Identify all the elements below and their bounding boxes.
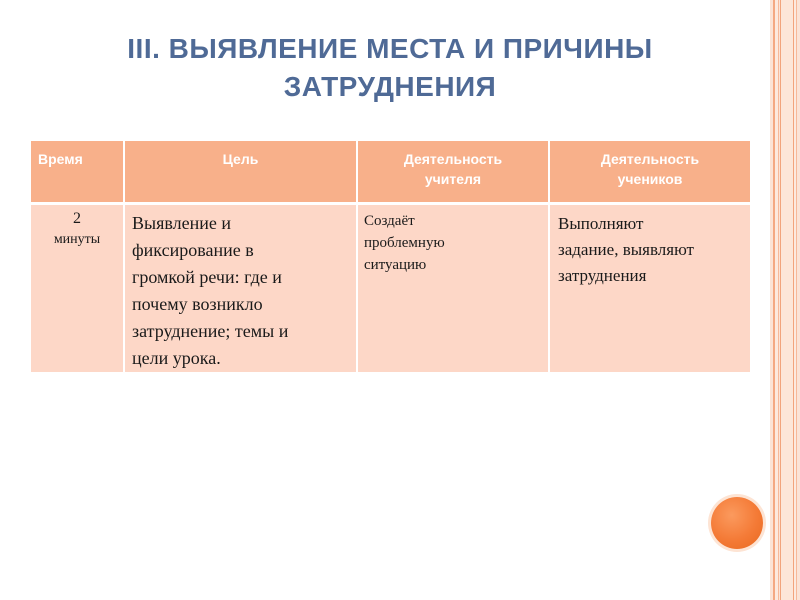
teacher-line: ситуацию <box>364 256 427 273</box>
cell-time <box>31 203 124 372</box>
goal-line: затруднение; темы и <box>132 320 289 341</box>
goal-line: цели урока. <box>132 347 221 368</box>
header-students-label-line-1: Деятельность <box>600 151 700 167</box>
cell-teacher-activity <box>357 203 549 372</box>
goal-line: почему возникло <box>132 293 263 314</box>
teacher-line: Создаёт <box>364 212 415 229</box>
header-students-label-line-2: учеников <box>617 171 683 187</box>
time-unit: минуты <box>53 231 101 247</box>
goal-line: громкой речи: где и <box>132 266 282 287</box>
goal-line: Выявление и <box>132 212 231 233</box>
header-teacher-activity <box>357 141 549 203</box>
slide-title <box>40 30 740 106</box>
students-line: затруднения <box>558 265 647 285</box>
table-header-row <box>31 141 750 203</box>
header-teacher-label-line-1: Деятельность <box>403 151 503 167</box>
students-line: Выполняют <box>558 213 644 233</box>
cell-students-activity <box>549 203 750 372</box>
decorative-side-stripe <box>770 0 800 600</box>
header-time-label: Время <box>38 151 83 167</box>
header-students-activity <box>549 141 750 203</box>
header-teacher-label-line-2: учителя <box>424 171 482 187</box>
decorative-orange-circle <box>711 497 763 549</box>
time-number: 2 <box>73 209 81 227</box>
header-goal <box>124 141 357 203</box>
cell-goal <box>124 203 357 372</box>
slide-title-line-1: III. ВЫЯВЛЕНИЕ МЕСТА И ПРИЧИНЫ <box>127 33 653 64</box>
lesson-stage-table <box>31 141 750 372</box>
teacher-line: проблемную <box>364 234 445 251</box>
slide-title-line-2: ЗАТРУДНЕНИЯ <box>283 71 497 102</box>
goal-line: фиксирование в <box>132 239 254 260</box>
header-time <box>31 141 124 203</box>
decorative-side-stripe-inner <box>780 0 794 600</box>
table-row <box>31 203 750 372</box>
students-line: задание, выявляют <box>558 239 694 259</box>
header-goal-label: Цель <box>222 151 259 167</box>
